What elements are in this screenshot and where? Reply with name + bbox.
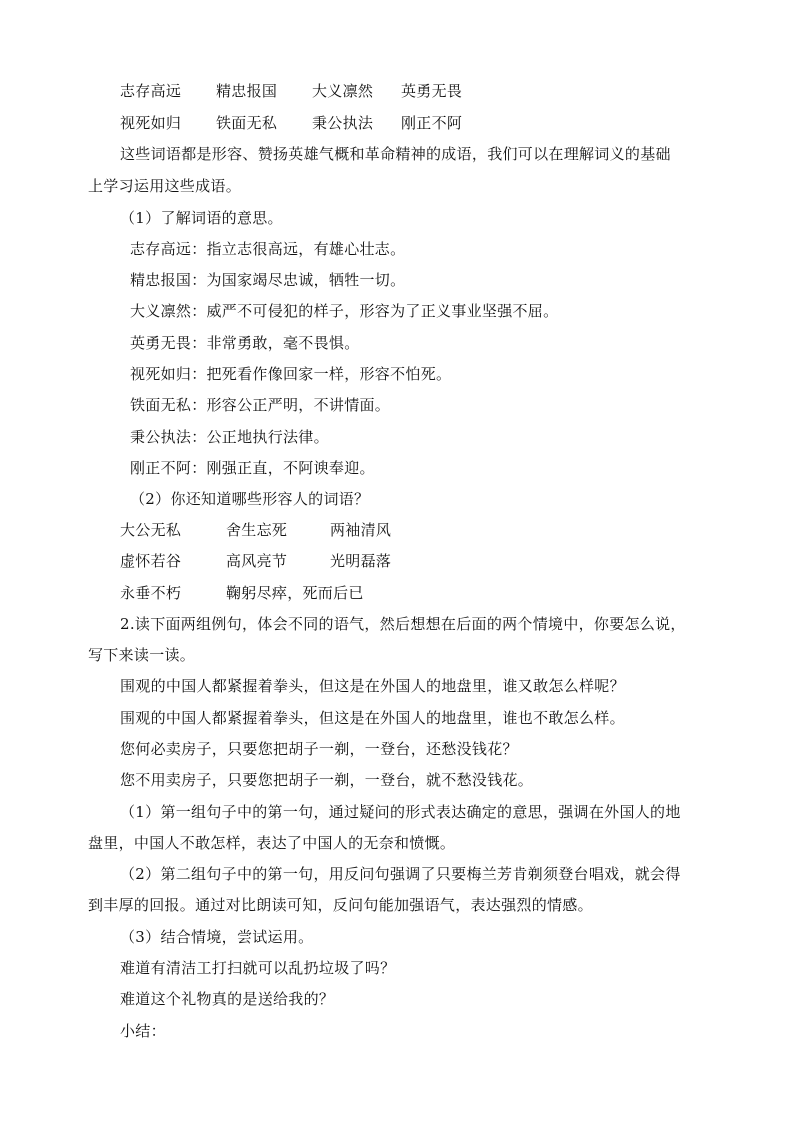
note-1-line-1: （1）第一组句子中的第一句，通过疑问的形式表达确定的意思，强调在外国人的地 — [120, 803, 681, 821]
word: 舍生忘死 — [226, 521, 288, 539]
example-sentence: 围观的中国人都紧握着拳头，但这是在外国人的地盘里，谁也不敢怎么样。 — [120, 709, 625, 727]
note-1-line-2: 盘里，中国人不敢怎样，表达了中国人的无奈和愤慨。 — [88, 834, 456, 852]
section-2-line-1: 2.读下面两组例句，体会不同的语气，然后想想在后面的两个情境中，你要怎么说， — [120, 615, 686, 633]
example-sentence: 围观的中国人都紧握着拳头，但这是在外国人的地盘里，谁又敢怎么样呢？ — [120, 677, 625, 695]
note-2-line-1: （2）第二组句子中的第一句，用反问句强调了只要梅兰芳肯剃须登台唱戏，就会得 — [120, 865, 681, 883]
definition-item: 英勇无畏：非常勇敢，毫不畏惧。 — [130, 334, 360, 352]
question-1-title: （1）了解词语的意思。 — [120, 209, 283, 227]
example-sentence: 您何必卖房子，只要您把胡子一剃，一登台，还愁没钱花？ — [120, 740, 518, 758]
word: 鞠躬尽瘁，死而后已 — [226, 584, 364, 602]
practice-sentence: 难道这个礼物真的是送给我的？ — [120, 990, 335, 1008]
idiom-row-2 — [120, 113, 462, 133]
word: 高风亮节 — [226, 552, 288, 570]
example-sentence: 您不用卖房子，只要您把胡子一剃，一登台，就不愁没钱花。 — [120, 771, 534, 789]
idiom: 志存高远 — [120, 82, 182, 100]
word: 大公无私 — [120, 521, 182, 539]
idiom: 刚正不阿 — [401, 114, 463, 132]
word: 永垂不朽 — [120, 584, 182, 602]
word: 光明磊落 — [330, 552, 392, 570]
more-words-row-2 — [120, 551, 391, 571]
note-2-line-2: 到丰厚的回报。通过对比朗读可知，反问句能加强语气，表达强烈的情感。 — [88, 896, 593, 914]
definition-item: 秉公执法：公正地执行法律。 — [130, 428, 329, 446]
idiom: 铁面无私 — [216, 114, 278, 132]
idiom: 视死如归 — [120, 114, 182, 132]
question-2-title: （2）你还知道哪些形容人的词语？ — [130, 490, 370, 508]
more-words-row-1 — [120, 520, 391, 540]
intro-paragraph-line-1: 这些词语都是形容、赞扬英雄气概和革命精神的成语，我们可以在理解词义的基础 — [120, 145, 671, 163]
practice-sentence: 难道有清洁工打扫就可以乱扔垃圾了吗？ — [120, 959, 396, 977]
definition-item: 志存高远：指立志很高远，有雄心壮志。 — [130, 240, 406, 258]
idiom: 英勇无畏 — [401, 82, 463, 100]
word: 两袖清风 — [330, 521, 392, 539]
summary-label: 小结： — [120, 1022, 166, 1040]
definition-item: 视死如归：把死看作像回家一样，形容不怕死。 — [130, 365, 452, 383]
idiom: 秉公执法 — [312, 114, 374, 132]
section-2-line-2: 写下来读一读。 — [88, 646, 196, 664]
word: 虚怀若谷 — [120, 552, 182, 570]
definition-item: 大义凛然：威严不可侵犯的样子，形容为了正义事业坚强不屈。 — [130, 302, 559, 320]
question-3-title: （3）结合情境，尝试运用。 — [120, 928, 314, 946]
definition-item: 精忠报国：为国家竭尽忠诚，牺牲一切。 — [130, 271, 406, 289]
more-words-row-3 — [120, 583, 364, 603]
idiom: 大义凛然 — [312, 82, 374, 100]
idiom: 精忠报国 — [216, 82, 278, 100]
idiom-row-1 — [120, 81, 462, 101]
definition-item: 刚正不阿：刚强正直，不阿谀奉迎。 — [130, 459, 375, 477]
intro-paragraph-line-2: 上学习运用这些成语。 — [88, 177, 242, 195]
definition-item: 铁面无私：形容公正严明，不讲情面。 — [130, 396, 391, 414]
